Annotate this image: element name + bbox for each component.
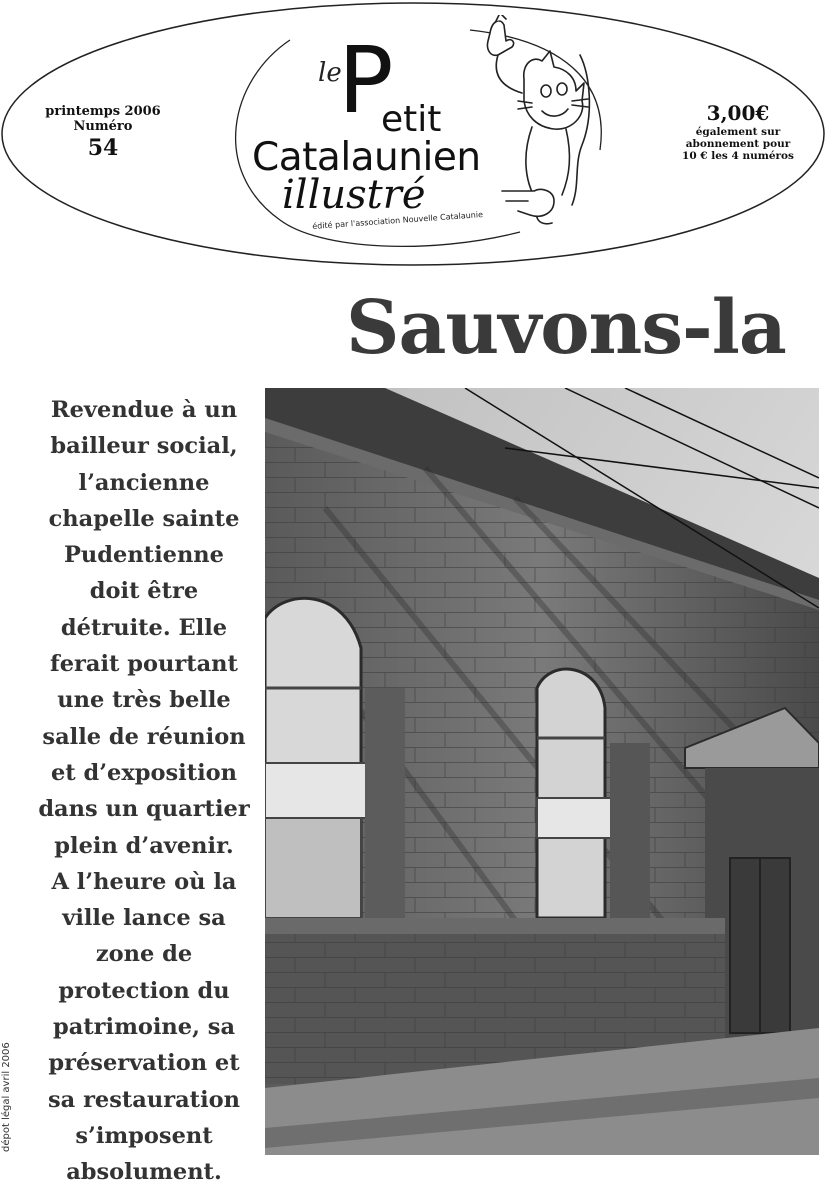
lede-line: absolument. (66, 1159, 222, 1186)
lede-line: détruite. Elle (60, 614, 228, 641)
issue-number: 54 (87, 135, 119, 161)
lede-line: sa restauration (48, 1086, 240, 1113)
logo-tagline: édité par l'association Nouvelle Catalaunie (312, 210, 484, 231)
lede-line: plein d’avenir. (54, 832, 234, 859)
headline: Sauvons-la (346, 285, 786, 371)
lede-text (24, 392, 264, 1191)
lede-line: dans un quartier (38, 796, 250, 823)
masthead (0, 0, 827, 272)
season-year: printemps 2006 (45, 104, 161, 119)
lede-line: A l’heure où la (51, 868, 237, 895)
lede-line: protection du (58, 977, 230, 1004)
subscription-line-1: également sur (695, 126, 781, 138)
lede-line: l’ancienne (78, 469, 210, 496)
lede-line: une très belle (57, 687, 231, 714)
cat-mascot-icon (462, 15, 602, 235)
lede-line: Revendue à un (50, 397, 238, 423)
legal-deposit: dépot légal avril 2006 (1, 1042, 12, 1152)
lede-line: chapelle sainte (48, 505, 240, 532)
subscription-line-2: abonnement pour (685, 138, 791, 150)
chapel-building-photo (265, 388, 819, 1155)
logo-catalaunien: Catalaunien (252, 135, 481, 180)
logo-petit-initial: P (338, 27, 394, 134)
logo-petit-rest: etit (381, 99, 442, 140)
lede-line: doit être (89, 578, 199, 605)
lede-line: ferait pourtant (50, 651, 238, 678)
lede-line: zone de (95, 941, 193, 968)
lede-line: bailleur social, (50, 433, 238, 460)
lede-line: préservation et (48, 1050, 240, 1077)
lede-line: patrimoine, sa (52, 1014, 236, 1041)
lede-line: s’imposent (75, 1122, 213, 1149)
lede-line: salle de réunion (42, 723, 246, 750)
price-info (668, 100, 808, 162)
lede-line: et d’exposition (50, 759, 238, 786)
lede-line: ville lance sa (62, 905, 226, 932)
issue-label: Numéro (73, 119, 133, 134)
lede-line: Pudentienne (64, 542, 224, 569)
issue-info (38, 104, 168, 162)
logo-le: le (318, 58, 342, 88)
price: 3,00€ (706, 101, 770, 125)
logo-illustre: illustré (282, 172, 426, 218)
subscription-line-3: 10 € les 4 numéros (682, 150, 794, 162)
